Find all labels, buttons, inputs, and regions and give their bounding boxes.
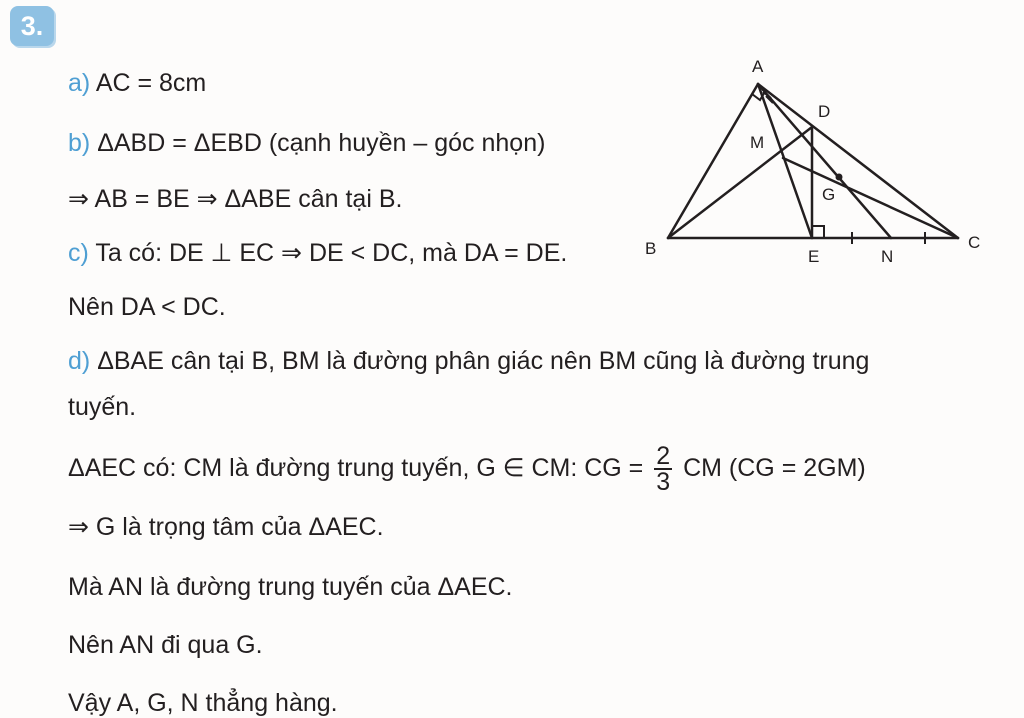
label-g: G	[822, 185, 836, 204]
part-d-continuation: tuyến.	[68, 393, 137, 421]
part-d-passes-through: Nên AN đi qua G.	[68, 631, 263, 659]
label-e: E	[808, 247, 820, 266]
part-c-conclusion: Nên DA < DC.	[68, 293, 226, 321]
part-c-text: Ta có: DE ⊥ EC ⇒ DE < DC, mà DA = DE.	[95, 239, 568, 267]
part-d-text: ΔBAE cân tại B, BM là đường phân giác nên BM cũng là đường trung	[97, 347, 870, 375]
segment-bd	[668, 127, 812, 238]
label-a: A	[752, 57, 764, 76]
label-d: D	[818, 102, 831, 121]
exercise-number-badge: 3.	[10, 6, 54, 46]
label-c: C	[968, 233, 981, 252]
part-b-text: ΔABD = ΔEBD (cạnh huyền – góc nhọn)	[97, 129, 546, 157]
label-m: M	[750, 133, 765, 152]
part-d-label: d)	[68, 347, 91, 375]
centroid-ratio: CM (CG = 2GM)	[683, 454, 866, 482]
centroid-statement: ΔAEC có: CM là đường trung tuyến, G ∈ CM: CG =	[68, 454, 644, 482]
fraction-numerator: 2	[656, 442, 671, 471]
part-b-label: b)	[68, 129, 91, 157]
label-b: B	[645, 239, 657, 258]
fraction-denominator: 3	[656, 468, 671, 497]
part-c-label: c)	[68, 239, 89, 267]
part-d-median-statement: Mà AN là đường trung tuyến của ΔAEC.	[68, 573, 513, 601]
part-a-label: a)	[68, 69, 91, 97]
part-a-text: AC = 8cm	[95, 69, 207, 97]
part-d-centroid-conclusion: ⇒ G là trọng tâm của ΔAEC.	[68, 513, 384, 541]
point-g-dot	[836, 174, 843, 181]
part-d-final-conclusion: Vậy A, G, N thẳng hàng.	[68, 689, 338, 717]
label-n: N	[881, 247, 894, 266]
segment-ab	[668, 84, 758, 238]
part-b-conclusion: ⇒ AB = BE ⇒ ΔABE cân tại B.	[68, 185, 403, 213]
right-angle-mark-e	[812, 226, 824, 238]
